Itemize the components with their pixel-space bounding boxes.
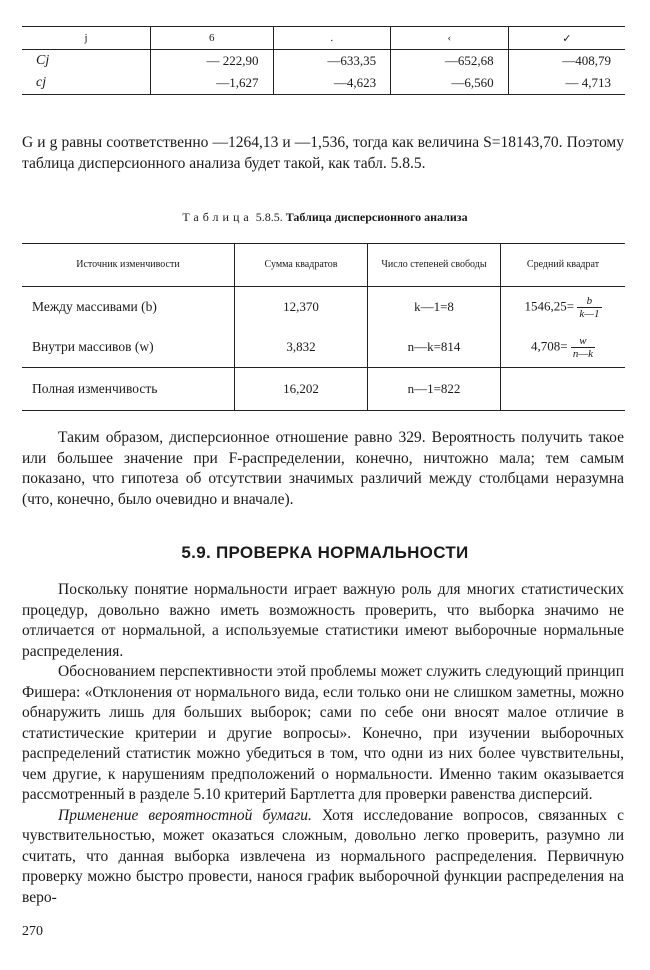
fraction-numerator: b bbox=[577, 295, 601, 308]
anova-total-row bbox=[22, 368, 625, 411]
anova-row bbox=[22, 327, 625, 368]
anova-header-cell: Средний квадрат bbox=[501, 244, 626, 287]
table-cell: —633,35 bbox=[273, 50, 391, 73]
ms-fraction bbox=[571, 335, 595, 360]
paragraph-text: G и g равны соответственно —1264,13 и —1,536, тогда как величина S=18143,70. Поэтому таблица дисперсионного анализа будет такой, как табл. 5.8.5. bbox=[22, 134, 624, 172]
top-table-header-row bbox=[22, 27, 625, 50]
top-table-row bbox=[22, 50, 625, 73]
ms-value: 4,708= bbox=[530, 337, 568, 353]
anova-source: Внутри массивов (w) bbox=[32, 339, 154, 354]
anova-header-cell: Источник изменчивости bbox=[22, 244, 235, 287]
anova-row bbox=[22, 287, 625, 328]
anova-ms bbox=[501, 327, 626, 368]
ms-value: 1546,25= bbox=[524, 297, 575, 313]
top-table-header-cell: ‹ bbox=[391, 27, 509, 50]
page-number: 270 bbox=[22, 924, 43, 939]
table-cell: — 222,90 bbox=[151, 50, 274, 73]
table-cell: —6,560 bbox=[391, 72, 509, 95]
italic-lead: Применение вероятностной бумаги. bbox=[58, 806, 312, 824]
table-cell: —408,79 bbox=[508, 50, 625, 73]
paragraph-intro bbox=[22, 133, 624, 174]
anova-source: Полная изменчивость bbox=[22, 368, 235, 411]
anova-header-row bbox=[22, 244, 625, 287]
top-table-header-cell: ✓ bbox=[508, 27, 625, 50]
anova-ms bbox=[501, 287, 626, 328]
caption-prefix: Таблица bbox=[182, 210, 253, 224]
top-table-header-cell: j bbox=[22, 27, 151, 50]
table-caption bbox=[0, 210, 650, 225]
section-body bbox=[22, 580, 624, 908]
top-table-row bbox=[22, 72, 625, 95]
table-cell: —1,627 bbox=[151, 72, 274, 95]
fraction-denominator: k—1 bbox=[579, 307, 600, 320]
paragraph-text: Обоснованием перспективности этой проблемы может служить следующий принцип Фишера: «Отклонения от нормального вида, если только они не слишком заметны, можно обнаружить лишь для больших выборок; сами по себе они вносят малое отличие в статистические критерии и другие вопросы». Конечно, при изучении выборочных распределений статистик можно убедиться в том, что одни из них более чувствительны, чем другие, к нарушениям предположений о нормальности. Именно таким оказывается рассмотренный в разделе 5.10 критерий Бартлетта для проверки равенства дисперсий. bbox=[22, 663, 624, 803]
row-label: Cj bbox=[36, 53, 50, 68]
row-label: cj bbox=[22, 72, 151, 95]
table-cell: —652,68 bbox=[391, 50, 509, 73]
anova-df: k—1=8 bbox=[368, 287, 501, 328]
anova-ms bbox=[501, 368, 626, 411]
caption-number: 5.8.5. bbox=[255, 210, 283, 224]
anova-table bbox=[22, 243, 625, 411]
paragraph-rest: Хотя исследование вопросов, связанных с чувствительностью, может оказаться сложным, довольно легко проверить, разумно ли считать, что данная выборка извлечена из нормального распределения. Первичную проверку можно быстро провести, нанося график выборочной функции распределения на веро- bbox=[22, 806, 624, 906]
anova-header-cell: Сумма квадратов bbox=[235, 244, 368, 287]
anova-ss: 12,370 bbox=[235, 287, 368, 328]
paragraph-text bbox=[22, 806, 624, 909]
anova-header-cell: Число степеней свободы bbox=[368, 244, 501, 287]
caption-title: Таблица дисперсионного анализа bbox=[285, 210, 468, 224]
anova-ss: 3,832 bbox=[235, 327, 368, 368]
ms-fraction bbox=[577, 295, 601, 320]
anova-df: n—1=822 bbox=[368, 368, 501, 411]
paragraph-text: Поскольку понятие нормальности играет важную роль для многих статистических процедур, довольно важно иметь возможность проверить, что выборка значимо не отличается от нормальной, а используемые статистики имеют выборочные нормальные распределения. bbox=[22, 581, 624, 660]
anova-ss: 16,202 bbox=[235, 368, 368, 411]
top-table-header-cell: 6 bbox=[151, 27, 274, 50]
anova-df: n—k=814 bbox=[368, 327, 501, 368]
fraction-denominator: n—k bbox=[572, 347, 593, 360]
table-cell: —4,623 bbox=[273, 72, 391, 95]
anova-source: Между массивами (b) bbox=[32, 299, 157, 314]
paragraph-text: Таким образом, дисперсионное отношение равно 329. Вероятность получить такое или большее значение при F-распределении, конечно, ничтожно мала; тем самым показано, что гипотеза об отсутствии значимых различий между столбцами неразумна (что, конечно, было очевидно и вначале). bbox=[22, 429, 624, 508]
top-table bbox=[22, 26, 625, 95]
fraction-numerator: w bbox=[571, 335, 595, 348]
top-table-header-cell: . bbox=[273, 27, 391, 50]
paragraph-conclusion bbox=[22, 428, 624, 510]
table-cell: — 4,713 bbox=[508, 72, 625, 95]
section-heading: 5.9. ПРОВЕРКА НОРМАЛЬНОСТИ bbox=[181, 543, 469, 562]
